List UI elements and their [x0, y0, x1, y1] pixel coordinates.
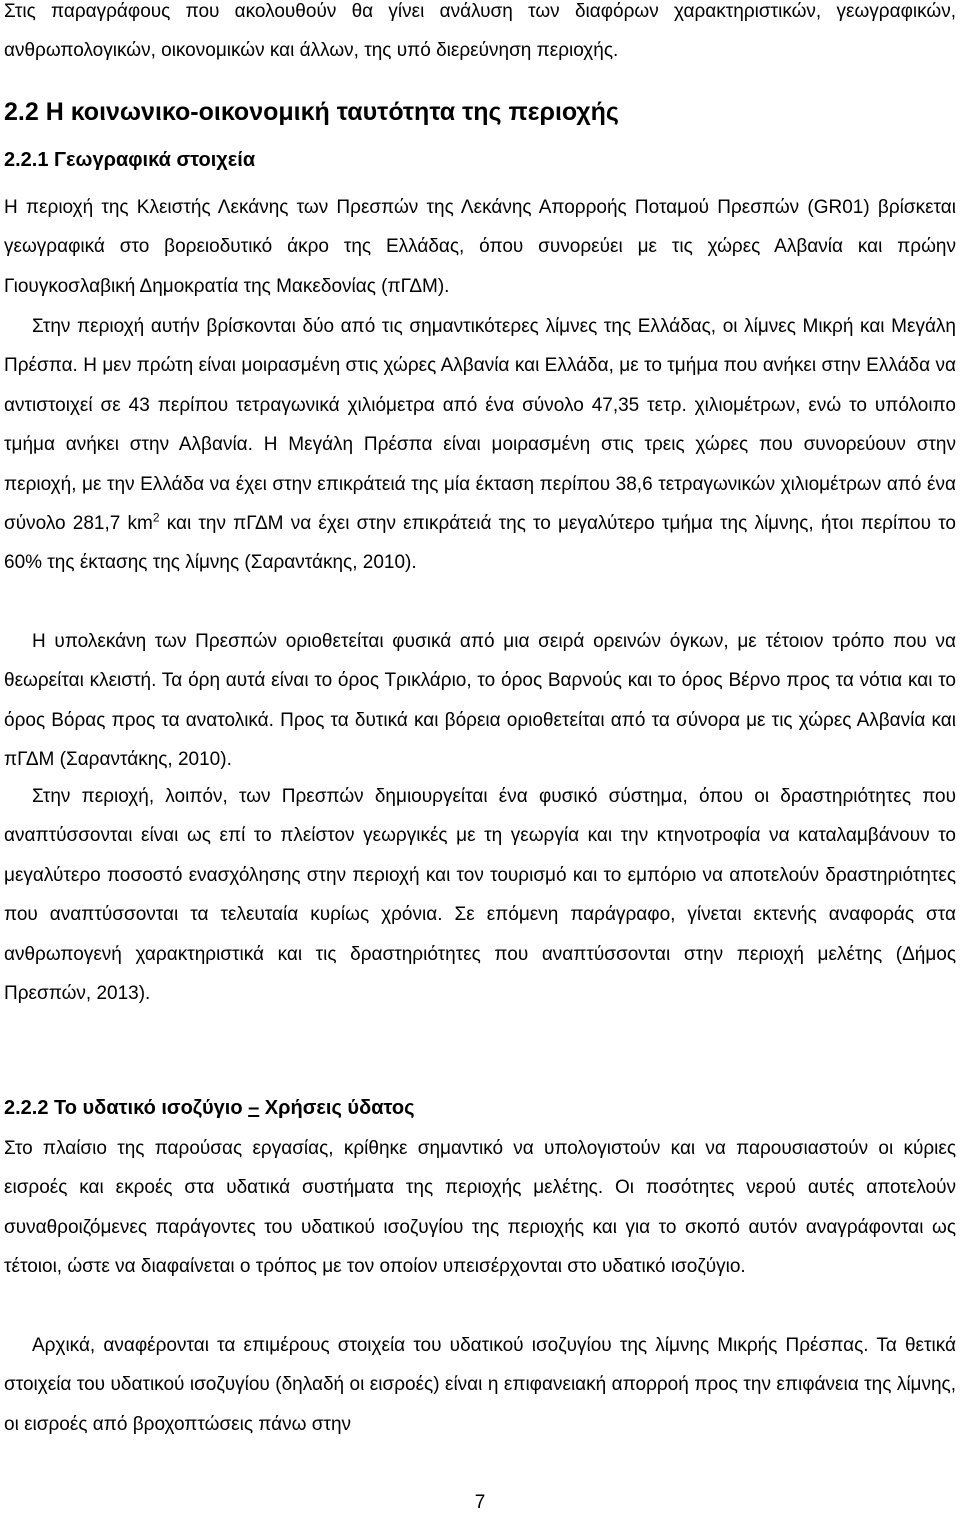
subsection-1-heading-block — [4, 146, 956, 174]
paragraph-1: Η περιοχή της Κλειστής Λεκάνης των Πρεσπών της Λεκάνης Απορροής Ποταμού Πρεσπών (GR01) βρίσκεται γεωγραφικά στο βορειοδυτικό άκρο της Ελλάδας, όπου συνορεύει με τις χώρες Αλβανία και πρώην Γιουγκοσλαβική Δημοκρατία της Μακεδονίας (πΓΔΜ). — [4, 197, 956, 297]
subsection-2-heading-end: Χρήσεις ύδατος — [259, 1097, 415, 1119]
subsection-2-heading-start: 2.2.2 Το υδατικό ισοζύγιο — [4, 1097, 249, 1119]
subsection-2-heading-dash: – — [248, 1097, 260, 1119]
paragraph-4-block — [4, 777, 956, 1013]
paragraph-6-block — [4, 1326, 956, 1444]
paragraph-6: Αρχικά, αναφέρονται τα επιμέρους στοιχεία του υδατικού ισοζυγίου της λίμνης Μικρής Πρέσπας. Τα θετικά στοιχεία του υδατικού ισοζυγίου (δηλαδή οι εισροές) είναι η επιφανειακή απορροή προς την επιφάνεια της λίμνης, οι εισροές από βροχοπτώσεις πάνω στην — [4, 1335, 956, 1435]
paragraph-3-block — [4, 622, 956, 780]
paragraph-5-block — [4, 1129, 956, 1287]
page-number: 7 — [474, 1492, 486, 1513]
superscript-two: 2 — [152, 510, 160, 525]
subsection-2-heading-block — [4, 1094, 956, 1122]
paragraph-2-text-b: και την πΓΔΜ να έχει στην επικράτειά της το μεγαλύτερο τμήμα της λίμνης, ήτοι περίπου το 60% της έκτασης της λίμνης (Σαραντάκης, 2010). — [4, 513, 956, 574]
paragraph-1-block — [4, 188, 956, 306]
paragraph-4: Στην περιοχή, λοιπόν, των Πρεσπών δημιουργείται ένα φυσικό σύστημα, όπου οι δραστηριότητες που αναπτύσσονται είναι ως επί το πλείστον γεωργικές με τη γεωργία και την κτηνοτροφία να καταλαμβάνουν το μεγαλύτερο ποσοστό ενασχόλησης στην περιοχή και τον τουρισμό και το εμπόριο να αποτελούν δραστηριότητες που αναπτύσσονται τα τελευταία κυρίως χρόνια. Σε επόμενη παράγραφο, γίνεται εκτενής αναφοράς στα ανθρωπογενή χαρακτηριστικά και τις δραστηριότητες που αναπτύσσονται στην περιοχή μελέτης (Δήμος Πρεσπών, 2013). — [4, 786, 956, 1005]
paragraph-2-block — [4, 307, 956, 583]
intro-paragraph: Στις παραγράφους που ακολουθούν θα γίνει ανάλυση των διαφόρων χαρακτηριστικών, γεωγραφικών, ανθρωπολογικών, οικονομικών και άλλων, της υπό διερεύνηση περιοχής. — [4, 1, 956, 62]
paragraph-5: Στο πλαίσιο της παρούσας εργασίας, κρίθηκε σημαντικό να υπολογιστούν και να παρουσιαστούν οι κύριες εισροές και εκροές στα υδατικά συστήματα της περιοχής μελέτης. Οι ποσότητες νερού αυτές αποτελούν συναθροιζόμενες παράγοντες του υδατικού ισοζυγίου της περιοχής και για το σκοπό αυτόν αναγράφονται ως τέτοιοι, ώστε να διαφαίνεται ο τρόπος με τον οποίον υπεισέρχονται στο υδατικό ισοζύγιο. — [4, 1138, 956, 1278]
intro-block — [4, 0, 956, 71]
section-heading-block — [4, 97, 956, 127]
paragraph-2 — [4, 307, 956, 583]
paragraph-2-text-a: Στην περιοχή αυτήν βρίσκονται δύο από τις σημαντικότερες λίμνες της Ελλάδας, οι λίμνες Μικρή και Μεγάλη Πρέσπα. Η μεν πρώτη είναι μοιρασμένη στις χώρες Αλβανία και Ελλάδα, με το τμήμα που ανήκει στην Ελλάδα να αντιστοιχεί σε 43 περίπου τετραγωνικά χιλιόμετρα από ένα σύνολο 47,35 τετρ. χιλιομέτρων, ενώ το υπόλοιπο τμήμα ανήκει στην Αλβανία. Η Μεγάλη Πρέσπα είναι μοιρασμένη στις τρεις χώρες που συνορεύουν στην περιοχή, με την Ελλάδα να έχει στην επικράτειά της μία έκταση περίπου 38,6 τετραγωνικών χιλιομέτρων από ένα σύνολο 281,7 km — [4, 316, 956, 535]
subsection-1-heading: 2.2.1 Γεωγραφικά στοιχεία — [4, 149, 256, 171]
section-heading: 2.2 Η κοινωνικο-οικονομική ταυτότητα της περιοχής — [4, 98, 619, 126]
paragraph-3: Η υπολεκάνη των Πρεσπών οριοθετείται φυσικά από μια σειρά ορεινών όγκων, με τέτοιον τρόπο που να θεωρείται κλειστή. Τα όρη αυτά είναι το όρος Τρικλάριο, το όρος Βαρνούς και το όρος Βέρνο προς τα νότια και το όρος Βόρας προς τα ανατολικά. Προς τα δυτικά και βόρεια οριοθετείται από τα σύνορα με τις χώρες Αλβανία και πΓΔΜ (Σαραντάκης, 2010). — [4, 631, 956, 771]
subsection-2-heading — [4, 1094, 956, 1122]
